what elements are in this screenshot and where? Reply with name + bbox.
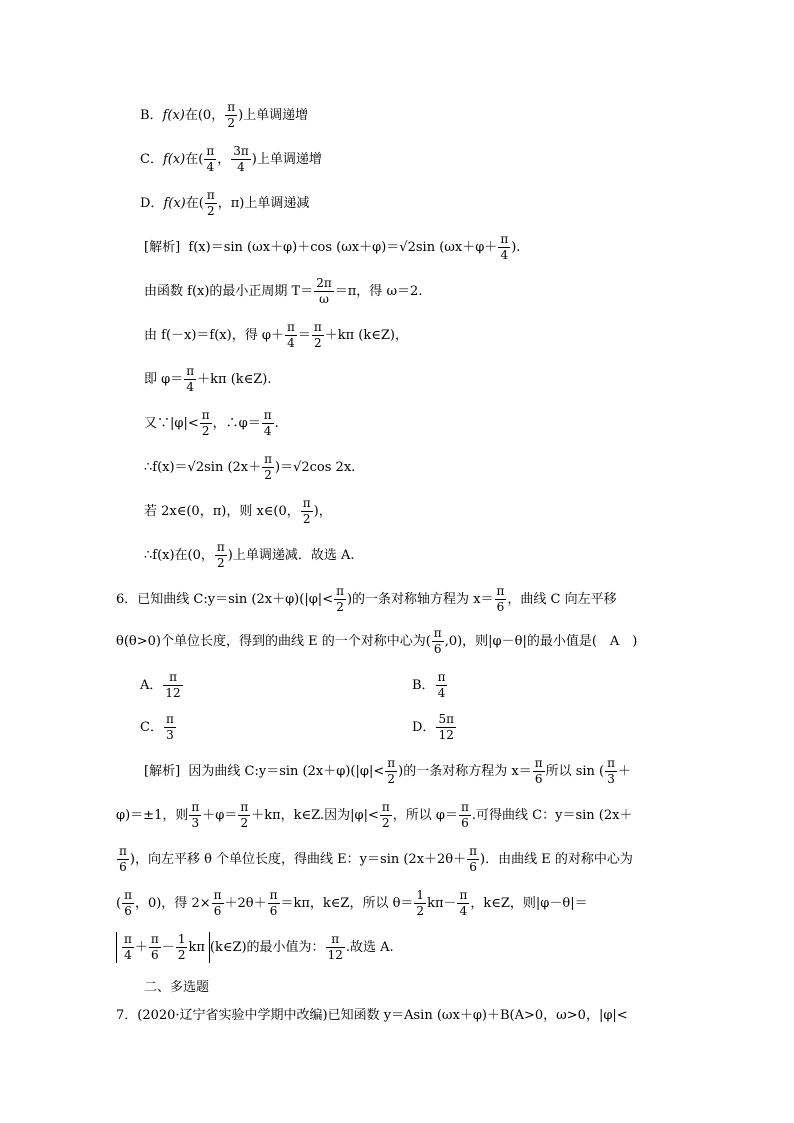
text: ). [511, 240, 521, 255]
numerator: π [163, 670, 182, 686]
denominator: 12 [438, 728, 454, 742]
denominator: 6 [151, 948, 159, 962]
numerator: π [437, 670, 446, 684]
denominator: 4 [500, 248, 509, 262]
denominator: 12 [327, 948, 343, 962]
text: )．由曲线 E 的对称中心为 [480, 852, 633, 867]
fraction [605, 756, 617, 787]
fraction [262, 408, 274, 439]
fraction [189, 800, 201, 831]
solution-line [144, 232, 520, 263]
denominator: 2 [381, 816, 390, 830]
text: ＋kπ (k∈Z). [197, 372, 272, 387]
text: － [161, 940, 175, 955]
numerator: π [469, 844, 478, 858]
fraction [334, 584, 346, 615]
denominator: 6 [269, 904, 278, 918]
numerator: 1 [177, 932, 186, 946]
text: ＝kπ，k∈Z，所以 θ＝ [280, 896, 414, 911]
fraction [326, 932, 345, 963]
fraction [380, 800, 392, 831]
denominator: 2 [240, 816, 249, 830]
numerator: π [326, 932, 345, 948]
denominator: 2 [177, 948, 186, 962]
fraction [122, 888, 134, 919]
fraction [301, 496, 313, 527]
numerator: π [124, 888, 132, 902]
solution-line [116, 844, 633, 875]
text: 即 φ＝ [144, 372, 184, 387]
numerator: π [286, 320, 295, 334]
text: .可得曲线 C：y＝sin (2x＋ [471, 808, 633, 823]
text: )，向左平移 θ 个单位长度，得曲线 E：y＝sin (2x＋2θ＋ [129, 852, 467, 867]
option-label: D． [412, 720, 436, 735]
numerator: π [263, 408, 272, 422]
fraction [149, 932, 161, 963]
numerator: 2π [316, 276, 332, 290]
numerator: π [264, 452, 273, 466]
denominator: 4 [186, 380, 195, 394]
numerator: 5π [438, 712, 454, 726]
denominator: 2 [201, 424, 210, 438]
fraction [459, 800, 471, 831]
absolute-value [116, 932, 210, 963]
text: .故选 A. [345, 940, 394, 955]
numerator: π [191, 800, 200, 814]
option-b [140, 100, 308, 131]
fraction [314, 276, 334, 307]
text: ，0)，得 2× [134, 896, 211, 911]
text: ，∴φ＝ [212, 416, 261, 431]
func: f(x) [163, 196, 186, 211]
q6-option-d [412, 712, 457, 743]
solution-line [144, 540, 355, 571]
fraction [184, 364, 196, 395]
solution-line [116, 800, 632, 831]
denominator: 4 [459, 904, 468, 918]
section-heading: 二、多选题 [144, 980, 210, 995]
denominator: 2 [206, 204, 215, 218]
denominator: 2 [313, 336, 322, 350]
text: ＋ [134, 940, 148, 955]
numerator: π [206, 144, 215, 158]
q6-option-a [140, 670, 184, 701]
denominator: 4 [437, 686, 446, 700]
denominator: 2 [387, 772, 396, 786]
denominator: ω [319, 292, 329, 306]
fraction [262, 452, 274, 483]
fraction [176, 932, 188, 963]
solution-line [144, 364, 272, 395]
solution-line [144, 452, 355, 483]
text: f(x)＝sin (ωx＋φ)＋cos (ωx＋φ)＝√2sin (ωx＋φ＋ [188, 240, 498, 255]
solution-line [144, 276, 422, 307]
denominator: 6 [534, 772, 543, 786]
denominator: 2 [302, 512, 311, 526]
denominator: 4 [237, 160, 245, 174]
question-7: 7．(2020·辽宁省实验中学期中改编)已知函数 y＝Asin (ωx＋φ)＋B(A>0，ω>0，|φ|< [116, 1008, 628, 1023]
fraction [533, 756, 545, 787]
fraction [212, 888, 224, 919]
denominator: 6 [119, 860, 127, 874]
solution-line [144, 320, 408, 351]
solution-line [144, 408, 279, 439]
text: φ)＝±1，则 [116, 808, 189, 823]
text: )上单调递增 [251, 152, 322, 167]
fraction [205, 188, 217, 219]
denominator: 2 [416, 904, 425, 918]
solution-line [116, 888, 588, 919]
text: ,0)，则|φ－θ|的最小值是( A ) [444, 634, 638, 649]
numerator: π [201, 408, 210, 422]
text: 若 2x∈(0，π)，则 x∈(0， [144, 504, 300, 519]
fraction [164, 712, 176, 743]
q6-option-c [140, 712, 177, 743]
numerator: π [186, 364, 195, 378]
numerator: π [496, 584, 505, 598]
denominator: 6 [213, 904, 222, 918]
fraction [467, 844, 479, 875]
solution-line [144, 756, 631, 787]
text: ＝π，得 ω＝2. [334, 284, 423, 299]
denominator: 2 [264, 468, 272, 482]
option-label: C． [140, 720, 163, 735]
text: ＋φ＝ [202, 808, 238, 823]
numerator: 1 [416, 888, 425, 902]
analysis-tag: [解析] [144, 240, 181, 255]
text: ， [217, 152, 231, 167]
numerator: π [240, 800, 249, 814]
text: kπ－ [427, 896, 457, 911]
option-label: B． [412, 678, 435, 693]
fraction [498, 232, 510, 263]
text: 又∵|φ|< [144, 416, 199, 431]
denominator: 4 [287, 336, 295, 350]
numerator: π [313, 320, 322, 334]
option-label: D． [140, 196, 164, 211]
fraction [436, 670, 448, 701]
func: f(x) [162, 152, 186, 167]
text: ＋kπ (k∈Z)， [324, 328, 408, 343]
denominator: 3 [166, 728, 174, 742]
text: )上单调递减．故选 A. [227, 548, 355, 563]
option-d [140, 188, 309, 219]
q6-option-b [412, 670, 448, 701]
denominator: 3 [191, 816, 200, 830]
text: 由 f(－x)＝f(x)，得 φ＋ [144, 328, 284, 343]
text: ，k∈Z，则|φ－θ|＝ [470, 896, 588, 911]
fraction [225, 100, 237, 131]
numerator: π [165, 712, 174, 726]
numerator: π [206, 188, 215, 202]
numerator: π [459, 888, 468, 902]
denominator: 4 [206, 160, 215, 174]
text: ，π)上单调递减 [217, 196, 310, 211]
fraction [268, 888, 280, 919]
denominator: 4 [124, 948, 132, 962]
text: )， [313, 504, 332, 519]
denominator: 6 [433, 642, 442, 656]
numerator: π [216, 540, 225, 554]
numerator: π [336, 584, 344, 598]
numerator: π [227, 100, 236, 114]
numerator: π [433, 626, 442, 640]
text: 由函数 f(x)的最小正周期 T＝ [144, 284, 314, 299]
numerator: π [213, 888, 222, 902]
func: f(x) [162, 108, 185, 123]
option-c [140, 144, 322, 175]
fraction [231, 144, 251, 175]
text: 6．已知曲线 C:y＝sin (2x＋φ)(|φ|< [116, 592, 334, 607]
denominator: 6 [124, 904, 132, 918]
option-label: A． [140, 678, 163, 693]
numerator: π [461, 800, 469, 814]
denominator: 4 [263, 424, 272, 438]
denominator: 6 [461, 816, 469, 830]
fraction [436, 712, 456, 743]
fraction [200, 408, 212, 439]
fraction [117, 844, 129, 875]
numerator: π [119, 844, 127, 858]
text: 在( [185, 196, 204, 211]
denominator: 2 [336, 600, 344, 614]
solution-line [116, 932, 394, 963]
text: 所以 sin ( [545, 764, 605, 779]
option-label: B． [140, 108, 163, 123]
text: ∴f(x)＝√2sin (2x＋ [144, 460, 262, 475]
question-6 [116, 584, 617, 615]
text: 因为曲线 C:y＝sin (2x＋φ)(|φ|< [188, 764, 385, 779]
text: ，所以 φ＝ [392, 808, 458, 823]
denominator: 2 [227, 116, 235, 130]
text: (k∈Z)的最小值为： [209, 940, 325, 955]
numerator: π [607, 756, 616, 770]
numerator: π [124, 932, 132, 946]
fraction [495, 584, 507, 615]
numerator: π [534, 756, 543, 770]
text: 在( [185, 152, 204, 167]
text: )上单调递增 [238, 108, 309, 123]
text: kπ [188, 940, 205, 955]
numerator: π [302, 496, 311, 510]
fraction [238, 800, 250, 831]
numerator: 3π [233, 144, 249, 158]
numerator: π [500, 232, 509, 246]
denominator: 2 [217, 556, 225, 570]
fraction [414, 888, 426, 919]
fraction [215, 540, 227, 571]
analysis-tag: [解析] [144, 764, 181, 779]
text: )的一条对称方程为 x＝ [398, 764, 532, 779]
numerator: π [381, 800, 390, 814]
numerator: π [269, 888, 278, 902]
denominator: 12 [165, 686, 181, 700]
solution-line [144, 496, 332, 527]
text: 在(0， [184, 108, 225, 123]
text: θ(θ>0)个单位长度，得到的曲线 E 的一个对称中心为( [116, 634, 431, 649]
text: ＋2θ＋ [224, 896, 267, 911]
option-label: C． [140, 152, 163, 167]
fraction [312, 320, 324, 351]
text: ∴f(x)在(0， [144, 548, 214, 563]
fraction [285, 320, 297, 351]
text: )＝√2cos 2x. [275, 460, 356, 475]
text: ＋ [618, 764, 632, 779]
text: ＝ [297, 328, 311, 343]
text: . [274, 416, 279, 431]
denominator: 6 [496, 600, 505, 614]
question-6-cont [116, 626, 637, 657]
fraction [163, 670, 182, 701]
numerator: π [150, 932, 159, 946]
fraction [122, 932, 134, 963]
fraction [457, 888, 469, 919]
fraction [432, 626, 444, 657]
denominator: 3 [607, 772, 615, 786]
text: )的一条对称轴方程为 x＝ [346, 592, 494, 607]
numerator: π [387, 756, 396, 770]
text: ＋kπ，k∈Z.因为|φ|< [251, 808, 379, 823]
text: ，曲线 C 向左平移 [507, 592, 617, 607]
fraction [385, 756, 397, 787]
denominator: 6 [469, 860, 477, 874]
text: ( [116, 896, 122, 911]
fraction [204, 144, 216, 175]
